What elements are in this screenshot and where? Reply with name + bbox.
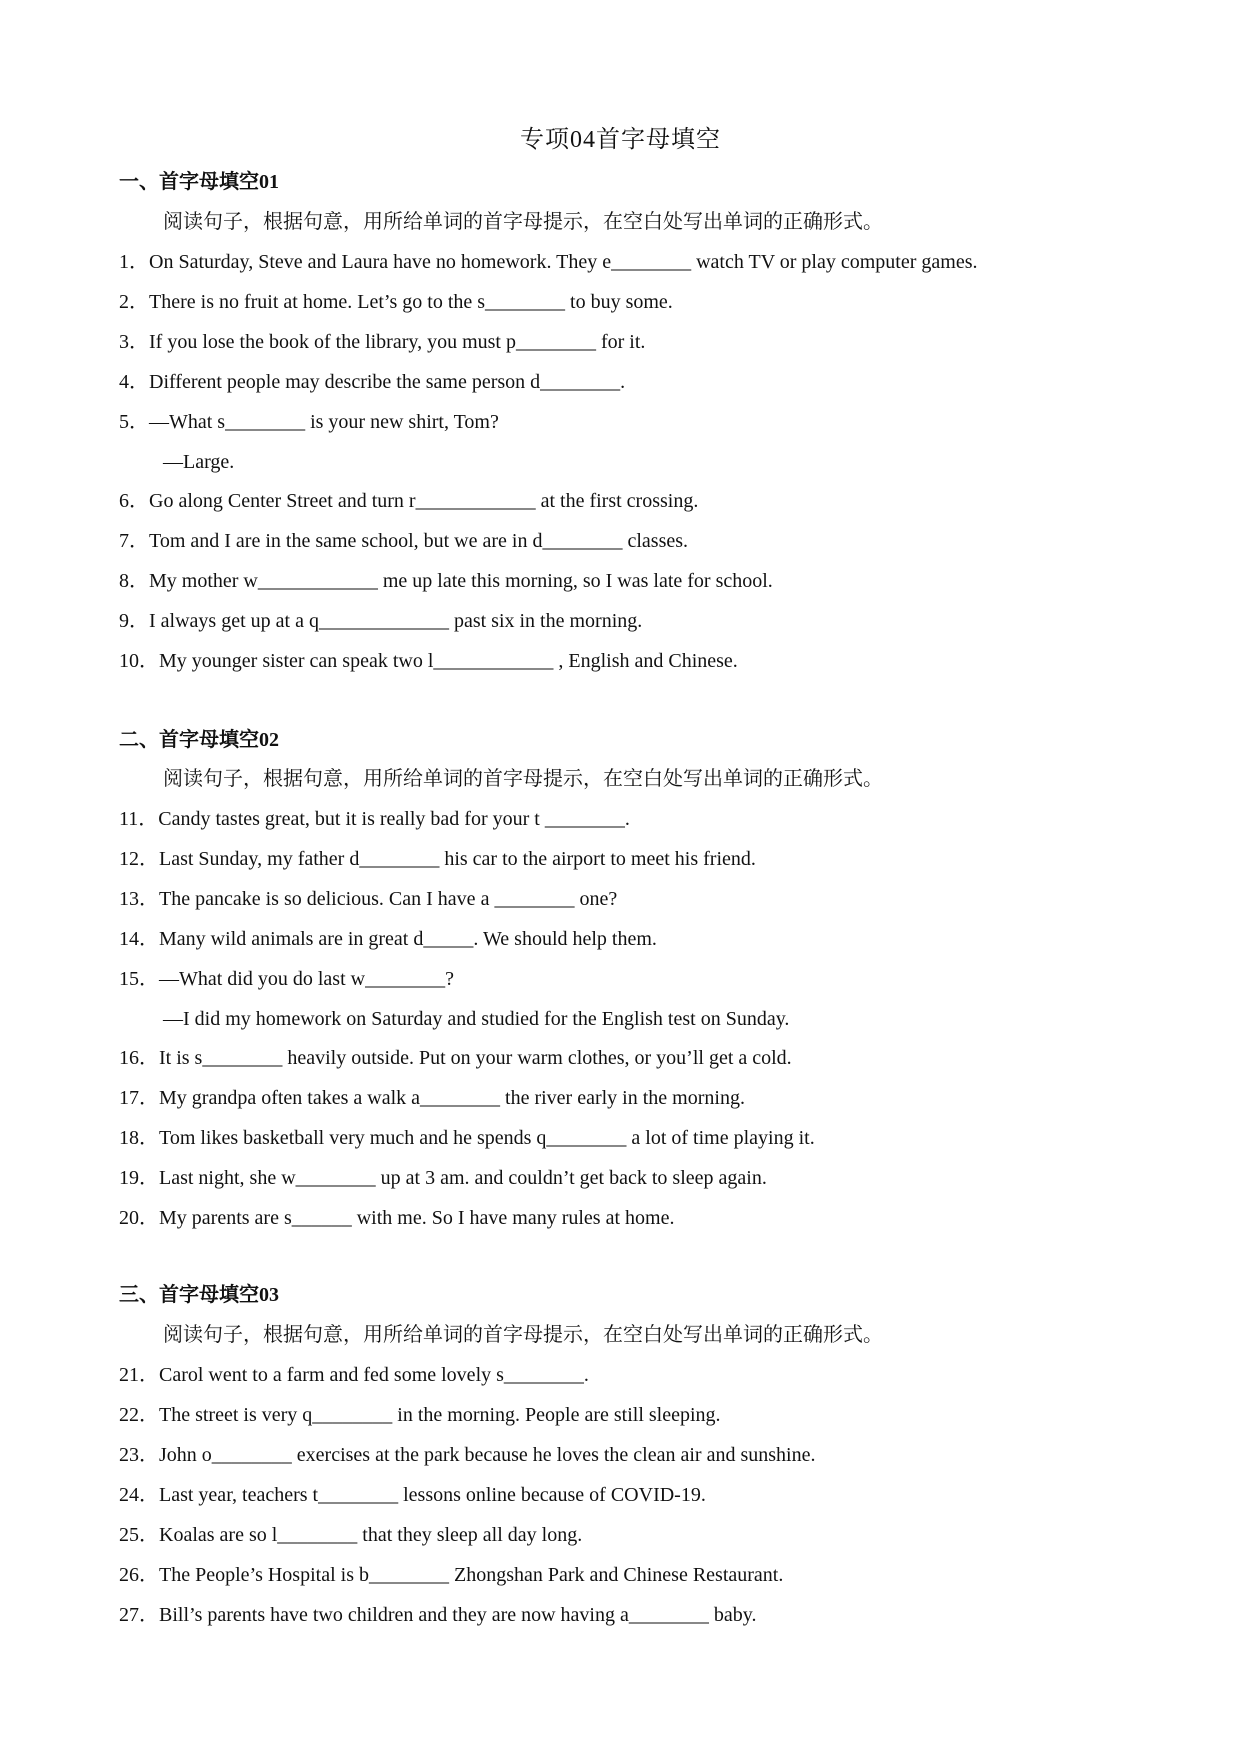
question-item — [119, 1361, 589, 1389]
question-item — [119, 845, 756, 873]
page-title: 专项04首字母填空 — [520, 127, 721, 153]
question-text: Tom likes basketball very much and he spends q________ a lot of time playing it. — [159, 1127, 815, 1149]
section-instruction: 阅读句子，根据句意，用所给单词的首字母提示，在空白处写出单词的正确形式。 — [163, 211, 883, 233]
question-text: The street is very q________ in the morning. People are still sleeping. — [159, 1404, 721, 1426]
question-item — [119, 1521, 582, 1549]
question-number: 25． — [119, 1524, 159, 1546]
question-number: 15． — [119, 968, 159, 990]
question-text: Candy tastes great, but it is really bad for your t ________. — [158, 808, 630, 830]
question-item — [119, 1204, 674, 1232]
question-number: 13． — [119, 888, 159, 910]
question-text: Different people may describe the same person d________. — [149, 371, 626, 393]
question-text: My mother w____________ me up late this morning, so I was late for school. — [149, 570, 773, 592]
question-number: 16． — [119, 1047, 159, 1069]
question-number: 19． — [119, 1167, 159, 1189]
question-number: 23． — [119, 1444, 159, 1466]
question-item — [119, 1164, 767, 1192]
question-number: 27． — [119, 1604, 159, 1626]
question-item — [119, 1481, 706, 1509]
question-number: 20． — [119, 1207, 159, 1229]
question-item — [119, 408, 499, 436]
question-item — [119, 1441, 815, 1469]
question-number: 2． — [119, 291, 149, 313]
question-text: Koalas are so l________ that they sleep all day long. — [159, 1524, 583, 1546]
question-text: Many wild animals are in great d_____. We should help them. — [159, 928, 657, 950]
question-text: The pancake is so delicious. Can I have a ________ one? — [159, 888, 618, 910]
question-text: Bill’s parents have two children and they are now having a________ baby. — [159, 1604, 757, 1626]
question-text: Last Sunday, my father d________ his car to the airport to meet his friend. — [159, 848, 756, 870]
dialogue-answer: —I did my homework on Saturday and studied for the English test on Sunday. — [163, 1008, 790, 1030]
question-text: —What s________ is your new shirt, Tom? — [149, 411, 499, 433]
question-number: 14． — [119, 928, 159, 950]
question-number: 24． — [119, 1484, 159, 1506]
question-number: 9． — [119, 610, 149, 632]
question-item — [119, 1601, 756, 1629]
question-item — [119, 805, 630, 833]
question-item — [119, 607, 642, 635]
question-text: My younger sister can speak two l____________ , English and Chinese. — [159, 650, 738, 672]
question-item — [119, 567, 773, 595]
question-number: 1． — [119, 251, 149, 273]
question-text: Last year, teachers t________ lessons online because of COVID-19. — [159, 1484, 706, 1506]
question-text: The People’s Hospital is b________ Zhongshan Park and Chinese Restaurant. — [159, 1564, 784, 1586]
question-text: —What did you do last w________? — [159, 968, 454, 990]
question-number: 17． — [119, 1087, 159, 1109]
question-item — [119, 965, 454, 993]
section-heading: 一、首字母填空01 — [119, 171, 279, 193]
question-number: 6． — [119, 490, 149, 512]
question-item — [119, 1084, 745, 1112]
question-number: 3． — [119, 331, 149, 353]
question-number: 8． — [119, 570, 149, 592]
question-item — [119, 328, 645, 356]
section-instruction: 阅读句子，根据句意，用所给单词的首字母提示，在空白处写出单词的正确形式。 — [163, 1324, 883, 1346]
question-number: 22． — [119, 1404, 159, 1426]
question-number: 4． — [119, 371, 149, 393]
question-text: Carol went to a farm and fed some lovely s________. — [159, 1364, 589, 1386]
question-item — [119, 248, 978, 276]
question-number: 12． — [119, 848, 159, 870]
question-text: It is s________ heavily outside. Put on your warm clothes, or you’ll get a cold. — [159, 1047, 792, 1069]
question-item — [119, 647, 738, 675]
question-text: There is no fruit at home. Let’s go to the s________ to buy some. — [149, 291, 673, 313]
question-number: 21． — [119, 1364, 159, 1386]
section-instruction: 阅读句子，根据句意，用所给单词的首字母提示，在空白处写出单词的正确形式。 — [163, 768, 883, 790]
section-heading: 三、首字母填空03 — [119, 1284, 279, 1306]
question-item — [119, 1401, 721, 1429]
question-number: 18． — [119, 1127, 159, 1149]
question-number: 5． — [119, 411, 149, 433]
question-text: On Saturday, Steve and Laura have no homework. They e________ watch TV or play computer games. — [149, 251, 978, 273]
question-item — [119, 487, 698, 515]
question-item — [119, 925, 657, 953]
question-text: Tom and I are in the same school, but we are in d________ classes. — [149, 530, 689, 552]
question-text: My parents are s______ with me. So I have many rules at home. — [159, 1207, 675, 1229]
question-item — [119, 1124, 815, 1152]
question-item — [119, 288, 673, 316]
question-text: I always get up at a q_____________ past six in the morning. — [149, 610, 643, 632]
question-item — [119, 368, 625, 396]
question-item — [119, 1561, 783, 1589]
question-number: 26． — [119, 1564, 159, 1586]
question-item — [119, 527, 688, 555]
question-text: If you lose the book of the library, you must p________ for it. — [149, 331, 646, 353]
question-item — [119, 885, 617, 913]
question-text: John o________ exercises at the park because he loves the clean air and sunshine. — [159, 1444, 816, 1466]
question-number: 7． — [119, 530, 149, 552]
question-number: 10． — [119, 650, 159, 672]
question-item — [119, 1044, 792, 1072]
section-heading: 二、首字母填空02 — [119, 729, 279, 751]
dialogue-answer: —Large. — [163, 451, 235, 473]
question-text: Go along Center Street and turn r____________ at the first crossing. — [149, 490, 699, 512]
question-number: 11． — [119, 808, 159, 830]
question-text: Last night, she w________ up at 3 am. and couldn’t get back to sleep again. — [159, 1167, 767, 1189]
question-text: My grandpa often takes a walk a________ the river early in the morning. — [159, 1087, 745, 1109]
